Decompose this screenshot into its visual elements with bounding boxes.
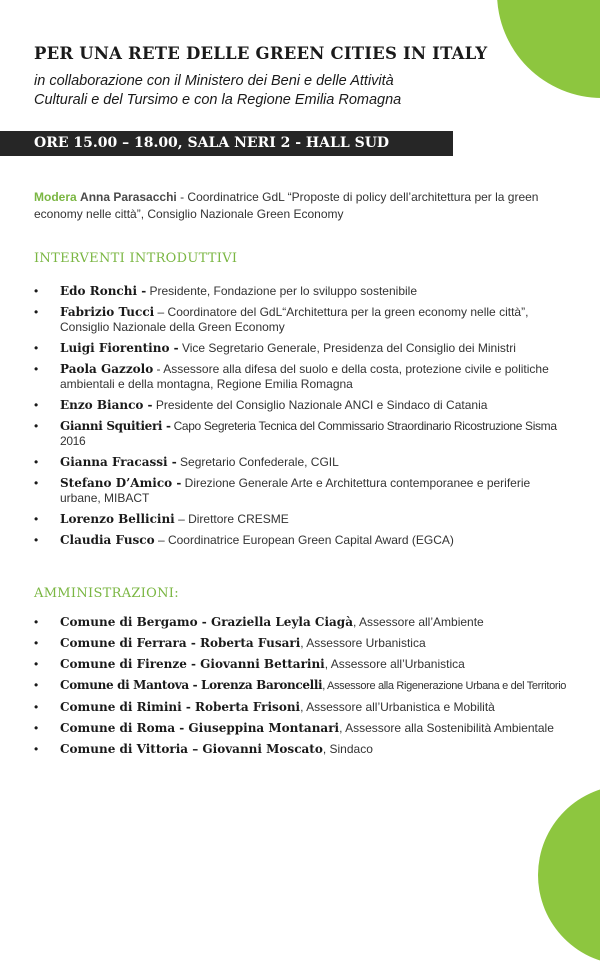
subtitle-line-1: in collaborazione con il Ministero dei Beni e delle Attività (34, 73, 394, 89)
administration-role: , Assessore all’Urbanistica (324, 657, 465, 671)
time-location-bar: ORE 15.00 – 18.00, SALA NERI 2 - HALL SUD (0, 131, 453, 156)
speaker-name: Stefano D’Amico - (60, 476, 182, 490)
administration-name: Comune di Ferrara - Roberta Fusari (60, 636, 301, 650)
list-item (34, 455, 574, 470)
subtitle-line-2: Culturali e del Tursimo e con la Regione Emilia Romagna (34, 92, 402, 108)
administration-role: , Assessore Urbanistica (300, 636, 426, 650)
speaker-name: Lorenzo Bellicini (60, 512, 175, 526)
administration-name: Comune di Firenze - Giovanni Bettarini (60, 657, 325, 671)
speaker-name: Paola Gazzolo (60, 362, 154, 376)
speaker-role: Vice Segretario Generale, Presidenza del Consiglio dei Ministri (178, 341, 516, 355)
speaker-name: Gianna Fracassi - (60, 455, 177, 469)
moderator-line (34, 189, 564, 223)
list-item (34, 419, 574, 449)
speaker-name: Luigi Fiorentino - (60, 341, 179, 355)
list-item (34, 398, 574, 413)
speaker-name: Enzo Bianco - (60, 398, 153, 412)
moderator-role: - Coordinatrice GdL “Proposte di policy dell’architettura per la green economy nelle città”, Consiglio Nazionale Green Economy (34, 190, 539, 221)
administration-name: Comune di Roma - Giuseppina Montanari (60, 721, 340, 735)
speaker-role: – Coordinatrice European Green Capital Award (EGCA) (154, 533, 454, 547)
administration-name: Comune di Vittoria – Giovanni Moscato (60, 742, 323, 756)
administration-role: , Sindaco (322, 742, 373, 756)
page-subtitle (34, 72, 401, 110)
list-item (34, 341, 574, 356)
moderator-name: Anna Parasacchi (80, 190, 177, 204)
list-item (34, 721, 574, 736)
list-item (34, 700, 574, 715)
administration-name: Comune di Mantova - Lorenza Baroncelli (60, 678, 323, 692)
administration-role: , Assessore all’Ambiente (352, 615, 484, 629)
list-item (34, 305, 574, 335)
decorative-green-circle-top (497, 0, 600, 98)
list-item (34, 284, 574, 299)
speaker-role: Presidente del Consiglio Nazionale ANCI e Sindaco di Catania (152, 398, 488, 412)
list-item (34, 476, 574, 506)
list-item (34, 636, 574, 651)
administration-role: , Assessore alla Sostenibilità Ambientale (339, 721, 554, 735)
speaker-role: Capo Segreteria Tecnica del Commissario Straordinario Ricostruzione Sisma 2016 (60, 419, 557, 448)
speaker-role: – Coordinatore del GdL“Architettura per la green economy nelle città”, Consiglio Nazionale della Green Economy (60, 305, 529, 334)
list-item (34, 678, 574, 694)
speaker-name: Gianni Squitieri - (60, 419, 171, 433)
page-title: PER UNA RETE DELLE GREEN CITIES IN ITALY (34, 44, 488, 63)
speaker-name: Edo Ronchi - (60, 284, 147, 298)
list-item (34, 533, 574, 548)
interventi-list (34, 284, 574, 554)
section-heading-amministrazioni: AMMINISTRAZIONI: (34, 586, 179, 601)
speaker-role: – Direttore CRESME (174, 512, 289, 526)
administration-name: Comune di Rimini - Roberta Frisoni (60, 700, 301, 714)
moderator-label: Modera (34, 190, 77, 204)
list-item (34, 512, 574, 527)
speaker-role: - Assessore alla difesa del suolo e della costa, protezione civile e politiche ambientali e della montagna, Regione Emilia Romagna (60, 362, 549, 391)
decorative-green-circle-bottom (538, 785, 600, 965)
speaker-name: Fabrizio Tucci (60, 305, 155, 319)
amministrazioni-list (34, 615, 574, 763)
administration-role: , Assessore all’Urbanistica e Mobilità (300, 700, 495, 714)
list-item (34, 362, 574, 392)
section-heading-interventi: INTERVENTI INTRODUTTIVI (34, 251, 238, 266)
list-item (34, 615, 574, 630)
administration-name: Comune di Bergamo - Graziella Leyla Ciagà (60, 615, 353, 629)
speaker-role: Segretario Confederale, CGIL (176, 455, 339, 469)
list-item (34, 742, 574, 757)
speaker-role: Direzione Generale Arte e Architettura contemporanee e periferie urbane, MIBACT (60, 476, 531, 505)
speaker-name: Claudia Fusco (60, 533, 155, 547)
list-item (34, 657, 574, 672)
administration-role: , Assessore alla Rigenerazione Urbana e del Territorio (322, 680, 567, 692)
speaker-role: Presidente, Fondazione per lo sviluppo sostenibile (146, 284, 418, 298)
